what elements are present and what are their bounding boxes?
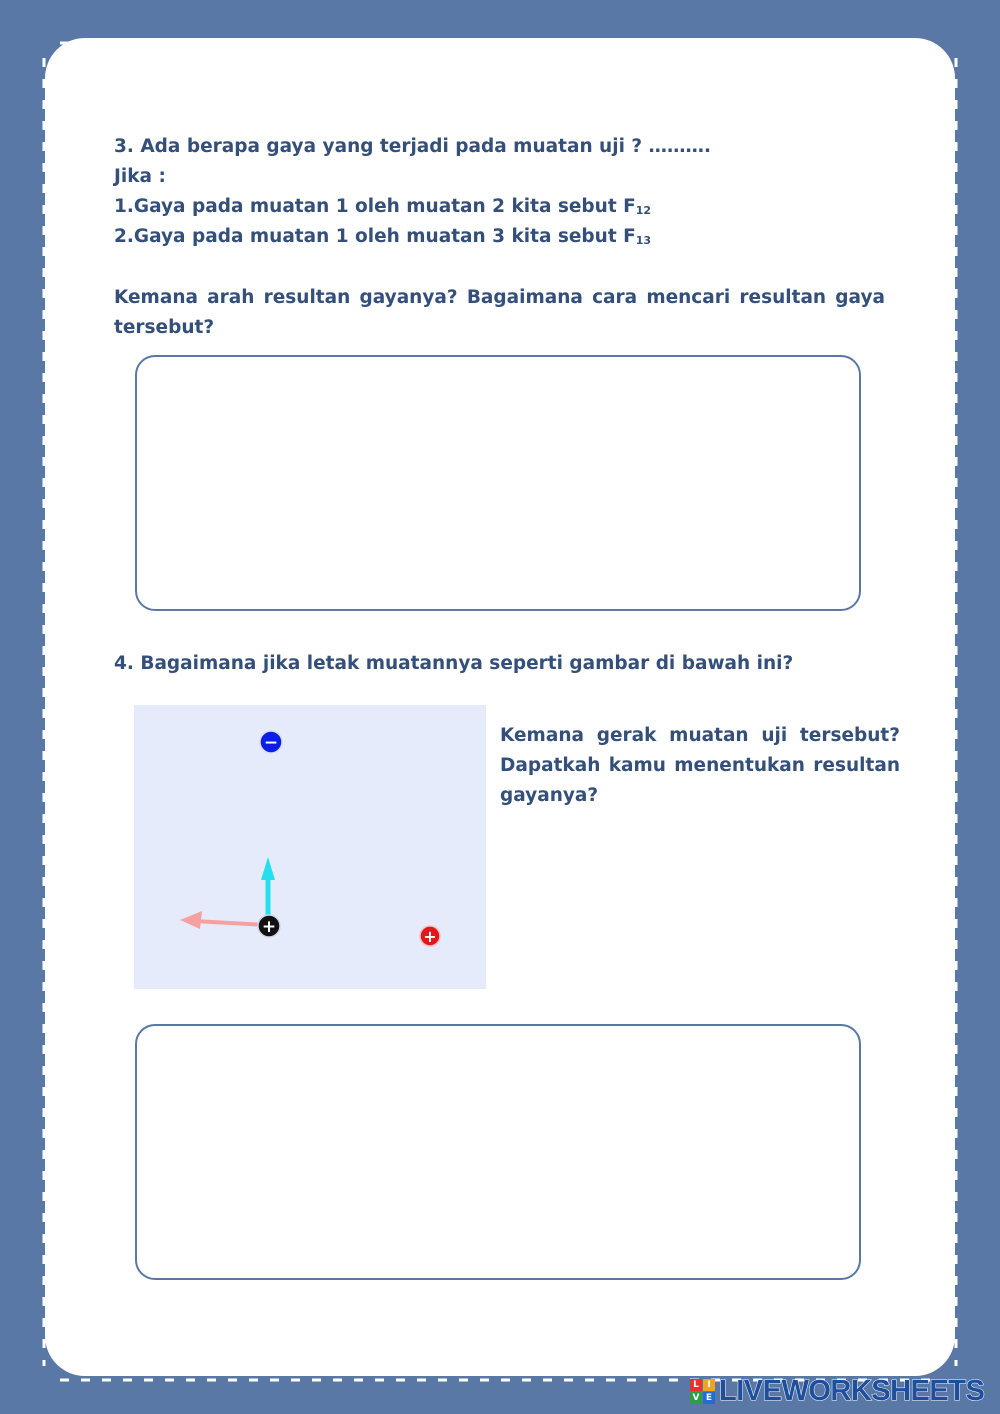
- logo-mark-icon: [690, 1379, 715, 1404]
- q3-item-1-text: 1.Gaya pada muatan 1 oleh muatan 2 kita sebut F: [114, 196, 636, 217]
- charge-diagram: [134, 705, 486, 989]
- test-charge-symbol: +: [261, 917, 277, 937]
- q3-jika-label: Jika :: [114, 166, 166, 187]
- q3-title: 3. Ada berapa gaya yang terjadi pada muatan uji ? ……….: [114, 136, 712, 157]
- q3-prompt-line-2: tersebut?: [114, 317, 215, 338]
- q3-item-2: [114, 222, 651, 252]
- q3-item-2-text: 2.Gaya pada muatan 1 oleh muatan 3 kita sebut F: [114, 226, 636, 247]
- liveworksheets-logo[interactable]: [690, 1374, 984, 1408]
- force-arrow-left: [180, 911, 267, 929]
- logo-text: LIVEWORKSHEETS: [719, 1374, 985, 1407]
- q3-prompt-line-1: Kemana arah resultan gayanya? Bagaimana cara mencari resultan gaya: [114, 287, 885, 308]
- test-charge: [258, 915, 280, 937]
- logo-mark-letter: L: [690, 1379, 702, 1391]
- positive-charge-symbol: +: [423, 927, 437, 946]
- q4-answer-box[interactable]: [135, 1024, 861, 1280]
- q4-side-line-1: Kemana gerak muatan uji tersebut?: [500, 725, 900, 746]
- logo-mark-letter: V: [690, 1392, 702, 1404]
- negative-charge: [260, 731, 282, 753]
- q4-side-line-3: gayanya?: [500, 785, 599, 806]
- force-arrow-up: [261, 857, 275, 917]
- q3-answer-box[interactable]: [135, 355, 861, 611]
- q3-item-1-subscript: 12: [635, 204, 652, 217]
- q3-item-2-subscript: 13: [635, 234, 652, 247]
- q4-side-line-2: Dapatkah kamu menentukan resultan: [500, 755, 900, 776]
- positive-charge: [420, 926, 440, 946]
- q3-item-1: [114, 192, 651, 222]
- negative-charge-symbol: −: [263, 733, 279, 753]
- charge-simulation-image: [134, 705, 486, 989]
- logo-mark-letter: E: [703, 1392, 715, 1404]
- q4-title: 4. Bagaimana jika letak muatannya seperti gambar di bawah ini?: [114, 653, 794, 674]
- logo-mark-letter: I: [703, 1379, 715, 1391]
